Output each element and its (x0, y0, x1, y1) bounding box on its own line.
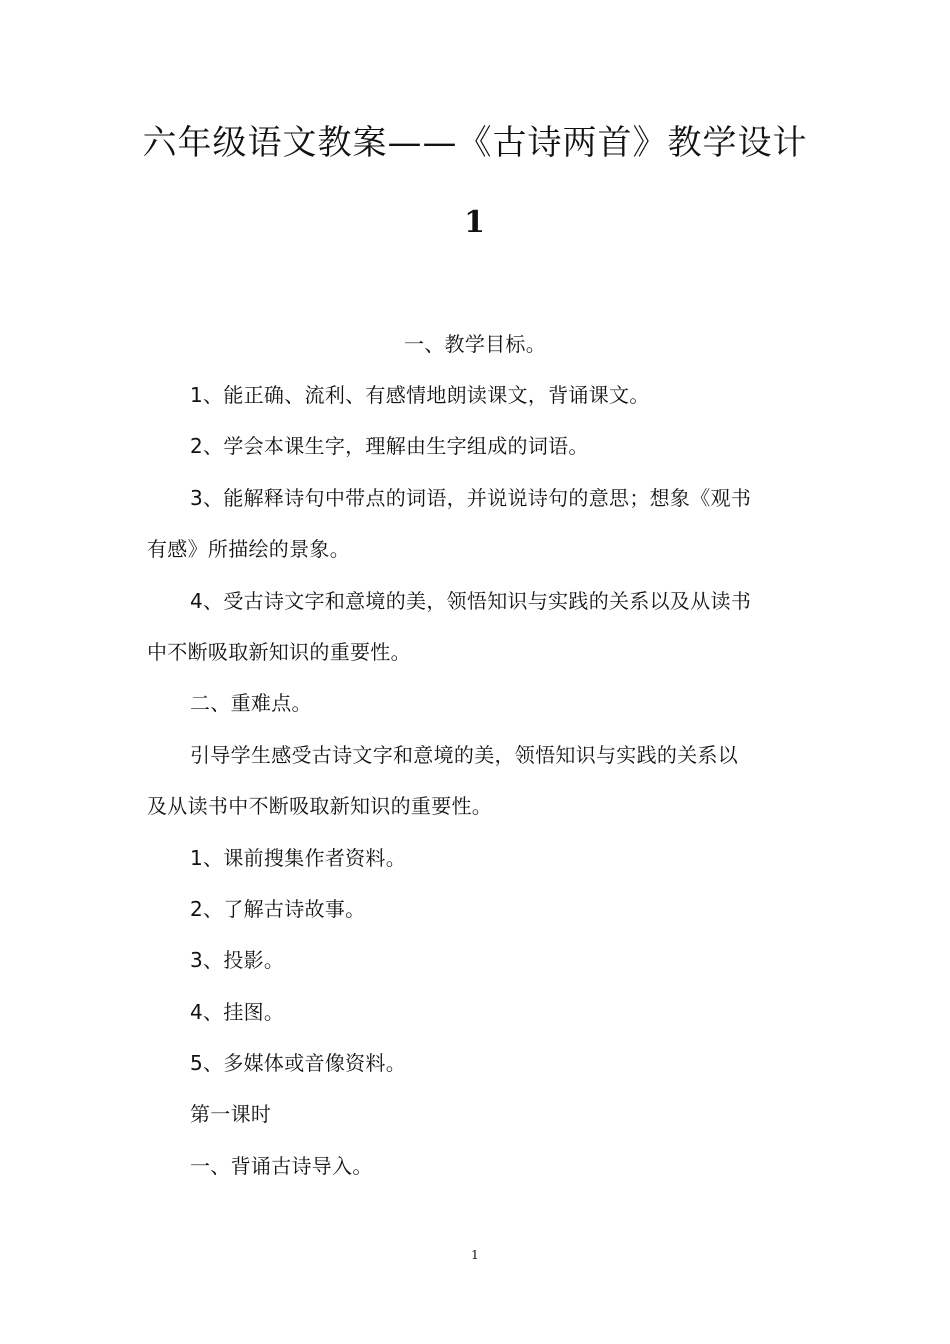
section-heading-objectives: 一、教学目标。 (403, 332, 547, 356)
preparation-item: 2、了解古诗故事。 (190, 897, 366, 921)
page-number: 1 (471, 1248, 479, 1262)
key-points-continuation: 及从读书中不断吸取新知识的重要性。 (147, 794, 493, 818)
section-heading-key-points: 二、重难点。 (190, 691, 312, 715)
preparation-item: 3、投影。 (190, 948, 285, 972)
preparation-item: 4、挂图。 (190, 1000, 285, 1024)
preparation-item: 5、多媒体或音像资料。 (190, 1051, 407, 1075)
objective-item: 3、能解释诗句中带点的词语，并说说诗句的意思；想象《观书 (190, 486, 752, 510)
document-title-number: 1 (464, 205, 486, 240)
lesson-heading: 第一课时 (190, 1102, 272, 1126)
key-points-paragraph: 引导学生感受古诗文字和意境的美，领悟知识与实践的关系以 (190, 743, 739, 767)
objective-item: 4、受古诗文字和意境的美，领悟知识与实践的关系以及从读书 (190, 589, 752, 613)
objective-item: 2、学会本课生字，理解由生字组成的词语。 (190, 434, 589, 458)
objective-item: 1、能正确、流利、有感情地朗读课文，背诵课文。 (190, 383, 650, 407)
document-title: 六年级语文教案——《古诗两首》教学设计 (142, 123, 808, 163)
objective-item-continuation: 有感》所描绘的景象。 (147, 537, 350, 561)
lesson-step: 一、背诵古诗导入。 (190, 1154, 373, 1178)
objective-item-continuation: 中不断吸取新知识的重要性。 (147, 640, 411, 664)
preparation-item: 1、课前搜集作者资料。 (190, 846, 407, 870)
